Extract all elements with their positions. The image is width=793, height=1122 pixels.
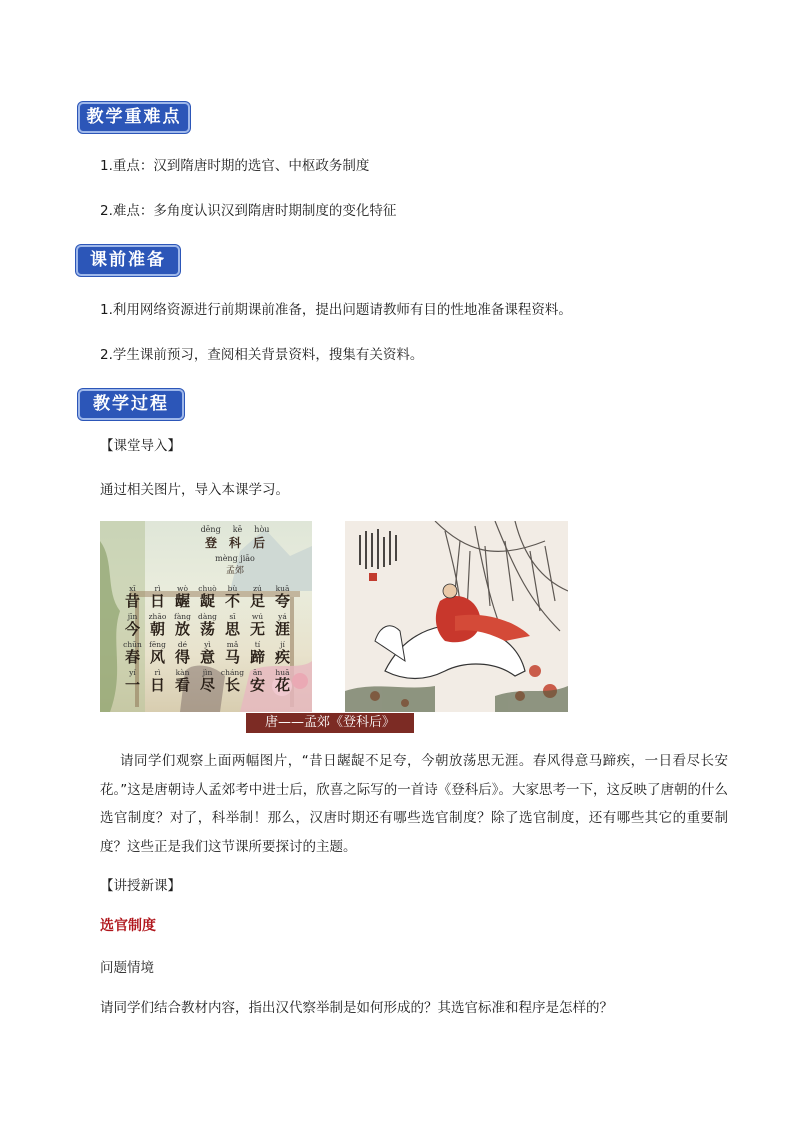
poem-pinyin: jīn	[127, 612, 138, 621]
poem-pinyin: mǎ	[226, 640, 239, 649]
poem-char: 夸	[274, 592, 290, 610]
scenario-label: 问题情境	[100, 960, 154, 976]
poem-char: 不	[224, 592, 240, 610]
poem-char: 风	[149, 648, 165, 666]
poem-char-row	[120, 593, 310, 610]
section-title: 教学重难点	[86, 107, 182, 127]
preparation-item: 2.学生课前预习，查阅相关背景资料，搜集有关资料。	[100, 347, 424, 363]
poem-pinyin: jìn	[202, 668, 213, 677]
intro-heading: 【课堂导入】	[100, 438, 181, 454]
title-pinyin: hòu	[254, 525, 270, 534]
poem-pinyin: zú	[253, 584, 262, 593]
section-badge-preparation	[76, 245, 180, 276]
poem-char: 一	[124, 676, 140, 694]
poem-char: 安	[249, 676, 265, 694]
poem-pinyin: yí	[129, 668, 136, 677]
poem-pinyin: sī	[229, 612, 236, 621]
poem-char-row	[120, 649, 310, 666]
horse-rider-painting-icon	[345, 521, 568, 712]
poem-char: 足	[249, 592, 265, 610]
section-badge-key-points	[78, 102, 190, 133]
section-title: 教学过程	[93, 394, 169, 414]
poem-pinyin: yì	[204, 640, 211, 649]
poem-pinyin: kuā	[275, 584, 290, 593]
preparation-item: 1.利用网络资源进行前期课前准备，提出问题请教师有目的性地准备课程资料。	[100, 302, 572, 318]
poem-char: 疾	[274, 648, 290, 666]
author-name: 孟郊	[225, 566, 244, 576]
poem-char: 无	[249, 620, 265, 638]
poem-pinyin: ān	[252, 668, 263, 677]
question-text: 请同学们结合教材内容，指出汉代察举制是如何形成的？其选官标准和程序是怎样的？	[100, 1000, 613, 1016]
poem-char: 放	[174, 620, 190, 638]
poem-pinyin: yá	[278, 612, 287, 621]
title-char: 后	[253, 536, 266, 550]
title-pinyin: dēng	[200, 525, 221, 534]
poem-text-grid	[120, 525, 310, 694]
poem-char: 日	[149, 592, 165, 610]
poem-illustration	[100, 521, 312, 712]
poem-char: 意	[199, 648, 215, 666]
poem-pinyin: fàng	[174, 612, 191, 621]
poem-pinyin: chūn	[123, 640, 142, 649]
poem-pinyin: wò	[177, 584, 188, 593]
poem-char: 看	[174, 676, 190, 694]
poem-char: 涯	[274, 620, 290, 638]
poem-char: 春	[124, 648, 140, 666]
poem-pinyin: zhāo	[148, 612, 167, 621]
poem-pinyin: huā	[275, 668, 290, 677]
section-badge-process	[78, 389, 184, 420]
poem-char: 蹄	[249, 648, 265, 666]
poem-pinyin: rì	[154, 668, 161, 677]
poem-char-row	[120, 621, 310, 638]
intro-text: 通过相关图片，导入本课学习。	[100, 482, 289, 498]
poem-pinyin: wú	[251, 612, 264, 621]
poem-pinyin: kàn	[175, 668, 190, 677]
poem-char: 龌	[174, 592, 190, 610]
poem-pinyin: rì	[154, 584, 161, 593]
poem-char: 朝	[149, 620, 165, 638]
difficulty-item: 2.难点：多角度认识汉到隋唐时期制度的变化特征	[100, 203, 397, 219]
subsection-title: 选官制度	[100, 918, 156, 934]
poem-char: 日	[149, 676, 165, 694]
section-title: 课前准备	[90, 250, 166, 270]
poem-char: 花	[274, 676, 290, 694]
poem-char: 昔	[124, 592, 140, 610]
poem-char: 尽	[199, 676, 215, 694]
key-point-item: 1.重点：汉到隋唐时期的选官、中枢政务制度	[100, 158, 370, 174]
title-char: 科	[228, 536, 241, 550]
poem-pinyin: chuò	[198, 584, 217, 593]
poem-char: 龊	[199, 592, 215, 610]
poem-pinyin: dàng	[198, 612, 217, 621]
discussion-paragraph: 请同学们观察上面两幅图片，“昔日龌龊不足夸，今朝放荡思无涯。春风得意马蹄疾，一日看尽长安花。”这是唐朝诗人孟郊考中进士后，欣喜之际写的一首诗《登科后》。大家思考一下，这反映了唐朝的什么选官制度？对了，科举制！那么，汉唐时期还有哪些选官制度？除了选官制度，还有哪些其它的重要制度？这些正是我们这节课所要探讨的主题。	[100, 753, 728, 855]
poem-char: 今	[124, 620, 140, 638]
poem-char-row	[120, 677, 310, 694]
poem-pinyin: jí	[280, 640, 285, 649]
new-lesson-heading: 【讲授新课】	[100, 878, 181, 894]
poem-char: 马	[224, 648, 240, 666]
poem-char: 长	[224, 676, 240, 694]
title-pinyin: kē	[232, 525, 243, 534]
poem-pinyin: dé	[177, 640, 188, 649]
author-pinyin: mèng jiāo	[215, 554, 255, 563]
poem-pinyin: bù	[227, 584, 238, 593]
poem-char: 荡	[199, 620, 215, 638]
poem-pinyin: tí	[254, 640, 261, 649]
poem-pinyin: cháng	[220, 668, 245, 677]
poem-pinyin: xī	[129, 584, 136, 593]
image-caption: 唐——孟郊《登科后》	[246, 713, 414, 733]
title-char: 登	[204, 536, 217, 550]
poem-char: 得	[174, 648, 190, 666]
rider-painting	[345, 521, 568, 712]
poem-pinyin: fēng	[149, 640, 166, 649]
poem-char: 思	[224, 620, 240, 638]
